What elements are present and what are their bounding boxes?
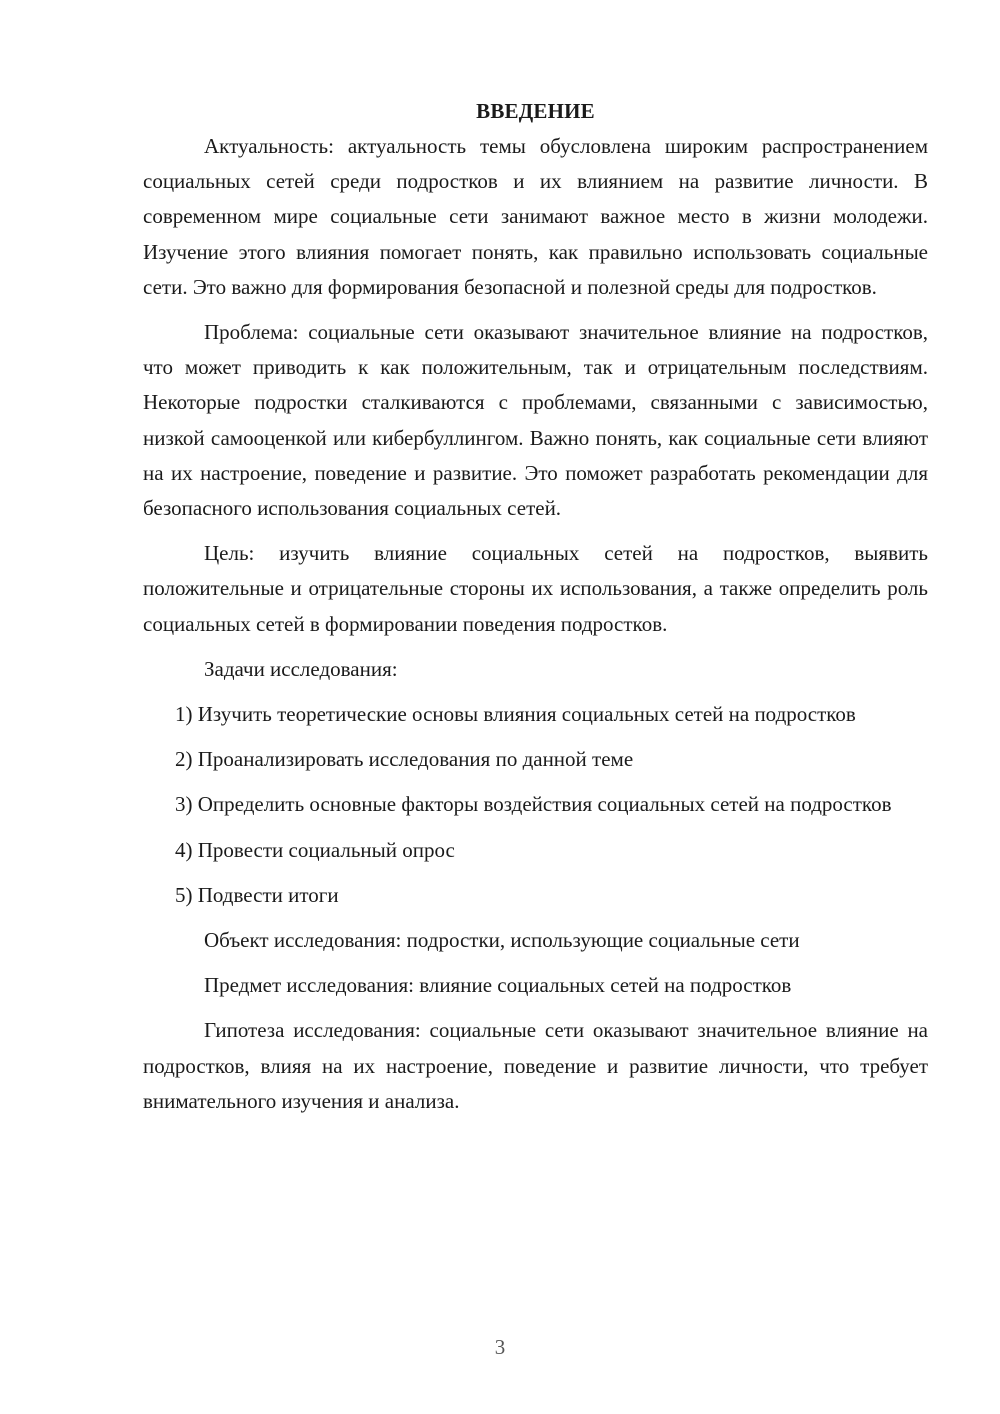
goal-paragraph: Цель: изучить влияние социальных сетей на подростков, выявить положительные и отрицательные стороны их использования, а также определить роль социальных сетей в формировании поведения подростков. <box>143 541 928 636</box>
hypothesis-paragraph: Гипотеза исследования: социальные сети оказывают значительное влияние на подростков, влияя на их настроение, поведение и развитие личности, что требует внимательного изучения и анализа. <box>143 1018 928 1113</box>
tasks-list <box>143 697 928 913</box>
subject-paragraph: Предмет исследования: влияние социальных сетей на подростков <box>204 973 792 998</box>
list-item: 1) Изучить теоретические основы влияния социальных сетей на подростков <box>175 702 856 727</box>
page-title: ВВЕДЕНИЕ <box>476 99 595 123</box>
list-item: 2) Проанализировать исследования по данной теме <box>175 747 634 772</box>
list-item: 5) Подвести итоги <box>175 882 339 907</box>
page-number: 3 <box>494 1335 506 1359</box>
relevance-paragraph: Актуальность: актуальность темы обусловлена широким распространением социальных сетей среди подростков и их влиянием на развитие личности. В современном мире социальные сети занимают важное место в жизни молодежи. Изучение этого влияния помогает понять, как правильно использовать социальные сети. Это важно для формирования безопасной и полезной среды для подростков. <box>143 134 928 299</box>
list-item: 4) Провести социальный опрос <box>175 837 455 862</box>
list-item: 3) Определить основные факторы воздействия социальных сетей на подростков <box>175 792 892 817</box>
document-page <box>143 94 928 1129</box>
tasks-heading: Задачи исследования: <box>204 656 398 681</box>
object-paragraph: Объект исследования: подростки, использующие социальные сети <box>204 928 800 953</box>
problem-paragraph: Проблема: социальные сети оказывают значительное влияние на подростков, что может приводить к как положительным, так и отрицательным последствиям. Некоторые подростки сталкиваются с проблемами, связанными с зависимостью, низкой самооценкой или кибербуллингом. Важно понять, как социальные сети влияют на их настроение, поведение и развитие. Это поможет разработать рекомендации для безопасного использования социальных сетей. <box>143 320 928 521</box>
